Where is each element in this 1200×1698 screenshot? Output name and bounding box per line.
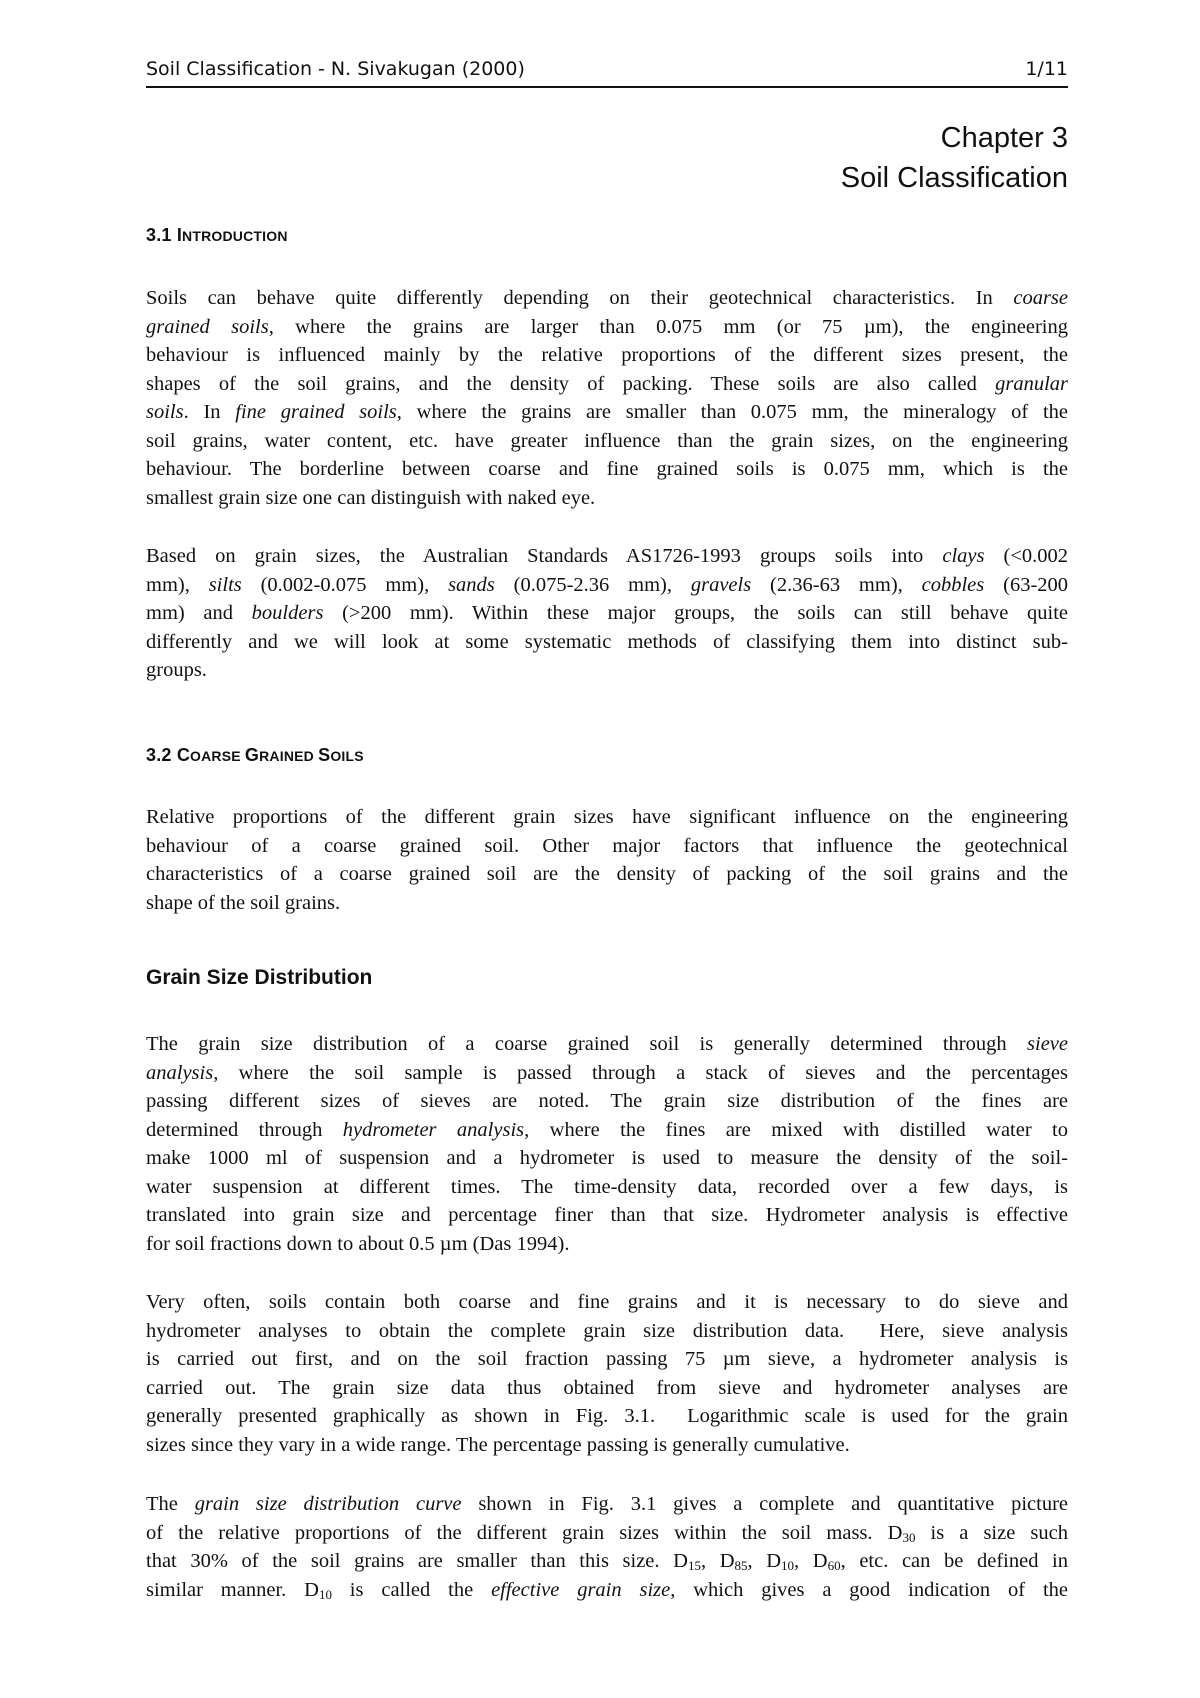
text-line: Relative proportions of the different grain sizes have significant influence on the engineering <box>146 806 1068 828</box>
paragraph-introduction-1 <box>146 284 1068 512</box>
text-line: mm), silts (0.002-0.075 mm), sands (0.075-2.36 mm), gravels (2.36-63 mm), cobbles (63-200 <box>146 573 1069 596</box>
text-line: differently and we will look at some systematic methods of classifying them into distinct sub- <box>146 630 1068 653</box>
text-line: soils. In fine grained soils, where the grains are smaller than 0.075 mm, the mineralogy of the <box>146 401 1069 423</box>
text-line: shape of the soil grains. <box>146 891 341 914</box>
text-line: is carried out first, and on the soil fraction passing 75 µm sieve, a hydrometer analysis is <box>146 1348 1068 1370</box>
section-heading-introduction: 3.1 INTRODUCTION <box>146 225 288 245</box>
text-line: Based on grain sizes, the Australian Standards AS1726-1993 groups soils into clays (<0.002 <box>146 545 1069 567</box>
chapter-title: Soil Classification <box>840 162 1068 194</box>
text-line: water suspension at different times. The time-density data, recorded over a few days, is <box>146 1175 1068 1198</box>
paragraph-coarse-grained <box>146 803 1068 917</box>
text-line: behaviour of a coarse grained soil. Other major factors that influence the geotechnical <box>146 834 1068 857</box>
text-line: determined through hydrometer analysis, where the fines are mixed with distilled water to <box>146 1118 1069 1141</box>
text-line: behaviour is influenced mainly by the relative proportions of the different sizes present, the <box>146 344 1068 366</box>
text-line: Soils can behave quite differently depending on their geotechnical characteristics. In coarse <box>146 287 1068 309</box>
paragraph-grain-size-1 <box>146 1030 1068 1258</box>
text-line: generally presented graphically as shown in Fig. 3.1. Logarithmic scale is used for the grain <box>146 1405 1068 1427</box>
text-line: similar manner. $D_{10}$ is called the effective grain size, which gives a good indication of the <box>146 1578 1068 1602</box>
text-line: of the relative proportions of the different grain sizes within the soil mass. $D_{30}$ is a size such <box>146 1521 1068 1545</box>
subheading-grain-size-distribution: Grain Size Distribution <box>146 966 373 989</box>
chapter-number: Chapter 3 <box>940 122 1068 154</box>
paragraph-grain-size-2 <box>146 1288 1068 1459</box>
text-line: translated into grain size and percentage finer than that size. Hydrometer analysis is effective <box>146 1204 1068 1226</box>
text-line: carried out. The grain size data thus obtained from sieve and hydrometer analyses are <box>146 1376 1068 1399</box>
text-line: The grain size distribution of a coarse grained soil is generally determined through sieve <box>146 1033 1068 1055</box>
text-line: grained soils, where the grains are larger than 0.075 mm (or 75 µm), the engineering <box>146 315 1068 338</box>
text-line: analysis, where the soil sample is passed through a stack of sieves and the percentages <box>146 1061 1068 1084</box>
text-line: smallest grain size one can distinguish with naked eye. <box>146 486 596 509</box>
running-header <box>146 58 1068 88</box>
text-line: sizes since they vary in a wide range. The percentage passing is generally cumulative. <box>146 1433 850 1456</box>
page-number: 1/11 <box>1025 58 1068 80</box>
text-line: Very often, soils contain both coarse and fine grains and it is necessary to do sieve and <box>146 1291 1068 1313</box>
text-line: soil grains, water content, etc. have greater influence than the grain sizes, on the engineering <box>146 429 1068 452</box>
text-line: make 1000 ml of suspension and a hydrometer is used to measure the density of the soil- <box>146 1147 1068 1169</box>
text-line: mm) and boulders (>200 mm). Within these major groups, the soils can still behave quite <box>146 602 1068 624</box>
text-line: groups. <box>146 659 207 681</box>
text-line: characteristics of a coarse grained soil are the density of packing of the soil grains and the <box>146 863 1068 885</box>
section-heading-coarse-grained-soils: 3.2 COARSE GRAINED SOILS <box>146 745 364 765</box>
text-line: passing different sizes of sieves are noted. The grain size distribution of the fines are <box>146 1090 1068 1112</box>
text-line: hydrometer analyses to obtain the complete grain size distribution data. Here, sieve analysis <box>146 1319 1068 1342</box>
paragraph-introduction-2 <box>146 542 1068 685</box>
header-title: Soil Classification - N. Sivakugan (2000) <box>146 58 525 80</box>
chapter-heading <box>841 118 1068 198</box>
text-line: for soil fractions down to about 0.5 µm (Das 1994). <box>146 1232 570 1255</box>
text-line: that 30% of the soil grains are smaller than this size. $D_{15}$, $D_{85}$, $D_{10}$, $D_{60}$, etc. can be defined in <box>146 1550 1069 1573</box>
paragraph-grain-size-3 <box>146 1490 1068 1604</box>
text-line: shapes of the soil grains, and the density of packing. These soils are also called granular <box>146 372 1068 395</box>
text-line: behaviour. The borderline between coarse and fine grained soils is 0.075 mm, which is the <box>146 458 1068 480</box>
text-line: The grain size distribution curve shown in Fig. 3.1 gives a complete and quantitative picture <box>146 1493 1068 1515</box>
